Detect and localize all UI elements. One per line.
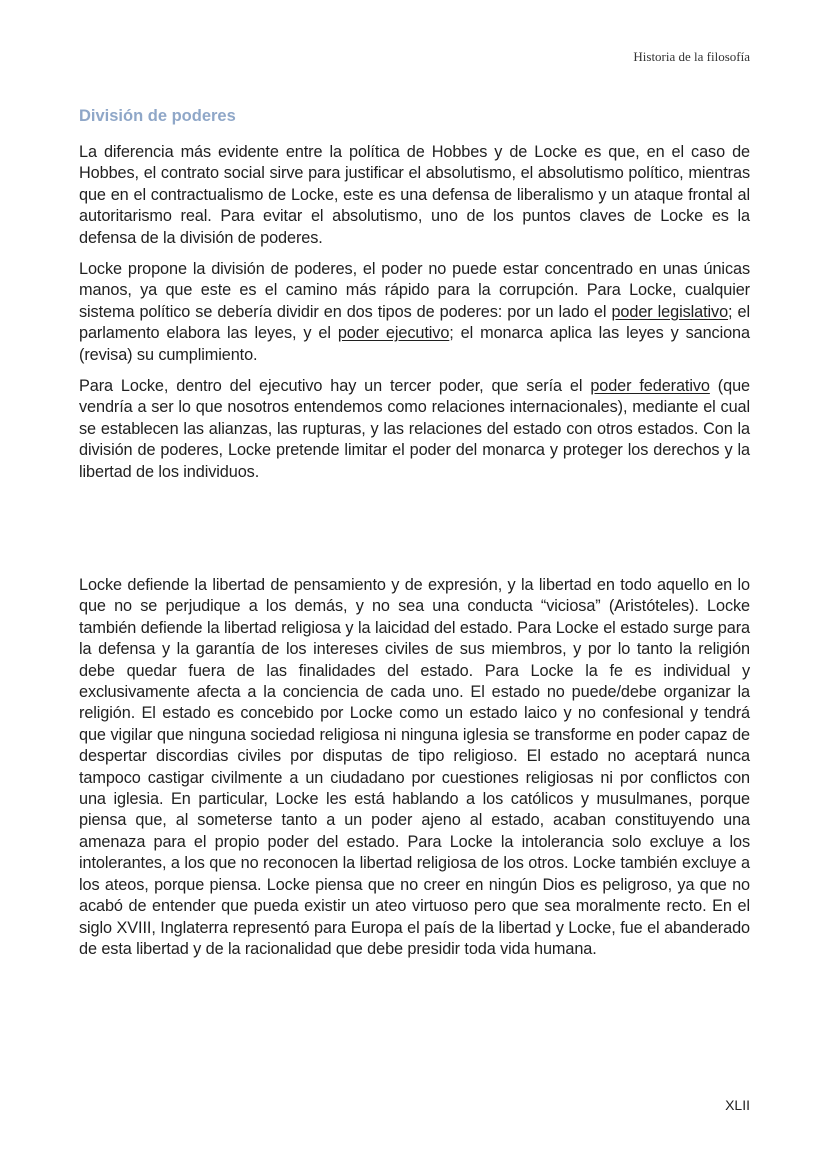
paragraph-text: Locke propone la división de poderes, el poder no puede estar concentrado en unas únicas manos, ya que este es el camino más rápido para la corrupción. Para Locke, cualquier sistema político se debería dividir en dos tipos de poderes: por un lado el [79, 260, 750, 321]
page-number: XLII [725, 1097, 750, 1113]
running-header: Historia de la filosofía [633, 49, 750, 64]
paragraph-text: ; el parlamento elabora las leyes, y el [79, 302, 750, 343]
section-heading: División de poderes [79, 107, 236, 125]
term-executive-power: poder ejecutivo [337, 324, 450, 343]
paragraph-religious-freedom: Locke defiende la libertad de pensamiento y de expresión, y la libertad en todo aquello en lo que no se perjudique a los demás, y no sea una conducta “viciosa” (Aristóteles). Locke también defiende la libertad religiosa y la laicidad del estado. Para Locke el estado surge para la defensa y la garantía de los intereses civiles de sus miembros, y por lo tanto la religión debe quedar fuera de las finalidades del estado. Para Locke la fe es individual y exclusivamente afecta a la conciencia de cada uno. El estado no puede/debe organizar la religión. El estado es concebido por Locke como un estado laico y no confesional y tendrá que vigilar que ninguna sociedad religiosa ni ninguna iglesia se transforme en poder capaz de despertar discordias civiles por disputas de tipo religioso. El estado no aceptará nunca tampoco castigar civilmente a un ciudadano por cuestiones religiosas ni por conflictos con una iglesia. En particular, Locke les está hablando a los católicos y musulmanes, porque piensa que, al someterse tanto a un poder ajeno al estado, acaban constituyendo una amenaza para el propio poder del estado. Para Locke la intolerancia solo excluye a los intolerantes, a los que no reconocen la libertad religiosa de los otros. Locke también excluye a los ateos, porque piensa. Locke piensa que no creer en ningún Dios es peligroso, ya que no acabó de entender que pueda existir un ateo virtuoso pero que sea moralmente recto. En el siglo XVIII, Inglaterra representó para Europa el país de la libertad y Locke, fue el abanderado de esta libertad y de la racionalidad que debe presidir toda vida humana. [79, 576, 750, 958]
term-federative-power: poder federativo [590, 377, 710, 395]
paragraph-contract-comparison: La diferencia más evidente entre la política de Hobbes y de Locke es que, en el caso de Hobbes, el contrato social sirve para justificar el absolutismo, el absolutismo político, mientras que en el contractualismo de Locke, este es una defensa de liberalismo y un ataque frontal al autoritarismo real. Para evitar el absolutismo, uno de los puntos claves de Locke es la defensa de la división de poderes. [79, 143, 750, 247]
paragraph-text: ; el monarca aplica las leyes y sanciona (revisa) su cumplimiento. [79, 324, 750, 364]
paragraph-text: (que vendría a ser lo que nosotros entendemos como relaciones internacionales), mediante el cual se establecen las alianzas, las rupturas, y las relaciones del estado con otros estados. Con la división de poderes, Locke pretende limitar el poder del monarca y proteger los derechos y la libertad de los individuos. [79, 377, 750, 481]
term-legislative-power: poder legislativo [611, 302, 729, 321]
paragraph-text: Para Locke, dentro del ejecutivo hay un tercer poder, que sería el [79, 377, 591, 395]
paragraph-federative-power [79, 376, 750, 483]
paragraph-division-of-powers [79, 259, 750, 366]
